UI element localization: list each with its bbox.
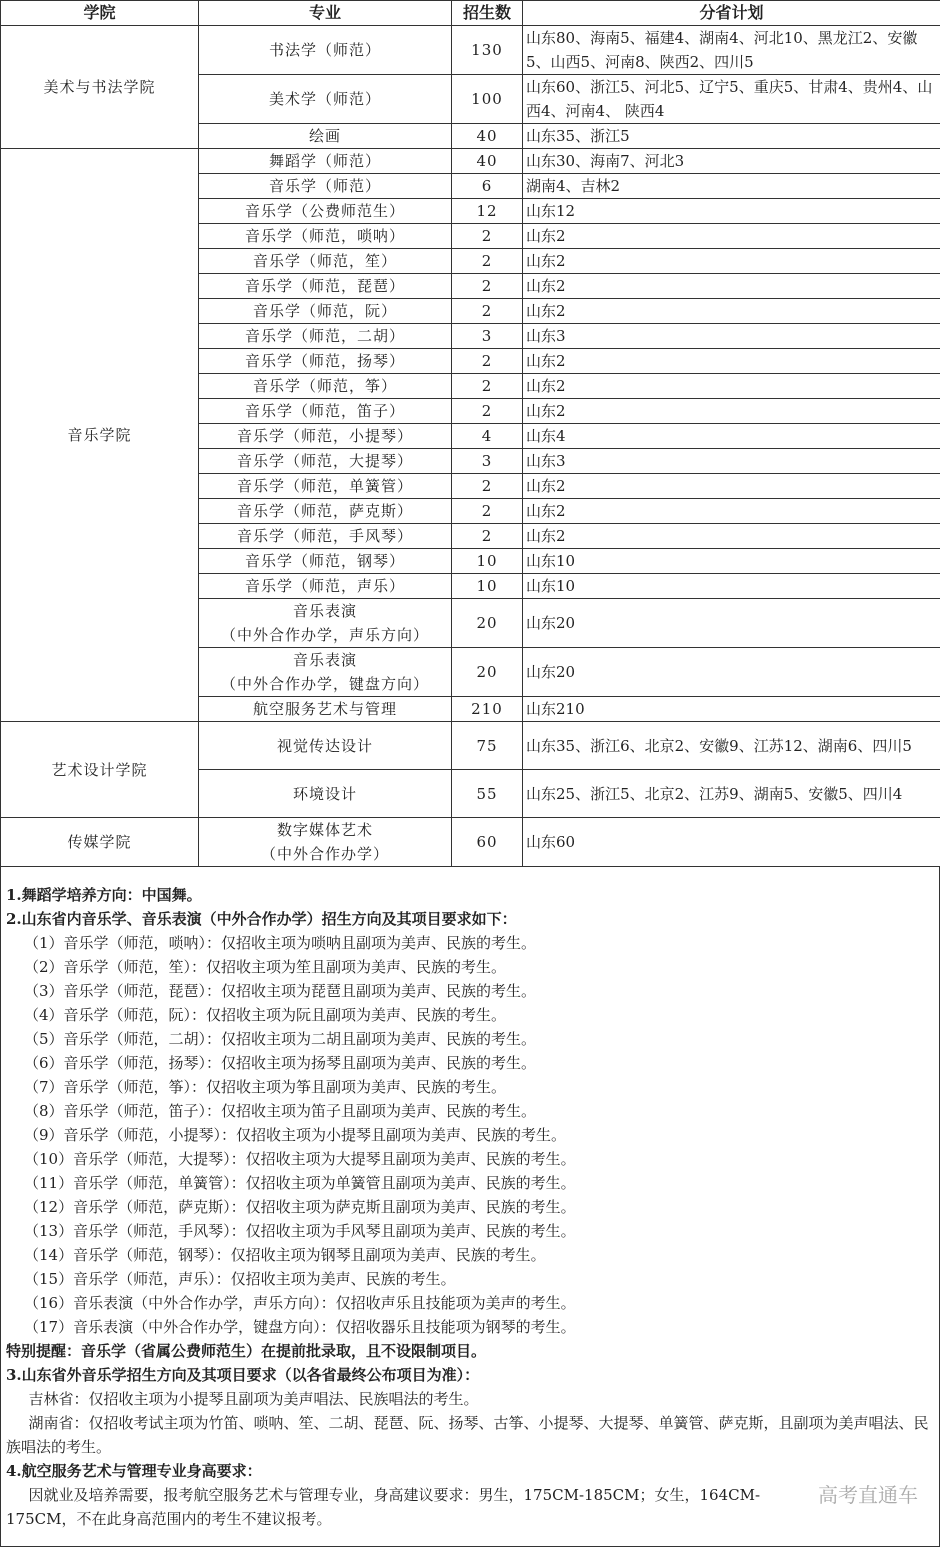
count-cell: 100	[452, 75, 523, 124]
table-row	[1, 722, 940, 770]
plan-cell: 山东10	[523, 549, 940, 574]
major-cell: 音乐学（师范，笙）	[199, 249, 452, 274]
count-cell: 10	[452, 574, 523, 599]
count-cell: 2	[452, 274, 523, 299]
major-cell: 音乐学（师范，萨克斯）	[199, 499, 452, 524]
plan-cell: 山东2	[523, 524, 940, 549]
plan-cell: 山东35、浙江5	[523, 124, 940, 149]
major-cell: 音乐学（师范，阮）	[199, 299, 452, 324]
table-row	[1, 26, 940, 75]
plan-cell: 山东2	[523, 224, 940, 249]
major-cell: 音乐学（师范，筝）	[199, 374, 452, 399]
major-cell: 绘画	[199, 124, 452, 149]
count-cell: 20	[452, 599, 523, 648]
college-cell: 美术与书法学院	[1, 26, 199, 149]
plan-cell: 山东4	[523, 424, 940, 449]
note-line: （10）音乐学（师范，大提琴）：仅招收主项为大提琴且副项为美声、民族的考生。	[6, 1147, 936, 1171]
note-line: 吉林省：仅招收主项为小提琴且副项为美声唱法、民族唱法的考生。	[6, 1387, 936, 1411]
count-cell: 4	[452, 424, 523, 449]
count-cell: 2	[452, 524, 523, 549]
note-line: （12）音乐学（师范，萨克斯）：仅招收主项为萨克斯且副项为美声、民族的考生。	[6, 1195, 936, 1219]
note-line: 4.航空服务艺术与管理专业身高要求：	[6, 1459, 936, 1483]
major-cell: 美术学（师范）	[199, 75, 452, 124]
note-line: （6）音乐学（师范，扬琴）：仅招收主项为扬琴且副项为美声、民族的考生。	[6, 1051, 936, 1075]
plan-cell: 山东3	[523, 324, 940, 349]
header-major: 专业	[199, 1, 452, 26]
table-header	[1, 1, 940, 26]
plan-cell: 山东12	[523, 199, 940, 224]
count-cell: 2	[452, 374, 523, 399]
plan-cell: 山东2	[523, 499, 940, 524]
major-cell: 音乐表演 （中外合作办学，键盘方向）	[199, 648, 452, 697]
major-cell: 音乐学（师范，琵琶）	[199, 274, 452, 299]
major-cell: 音乐学（师范，钢琴）	[199, 549, 452, 574]
count-cell: 20	[452, 648, 523, 697]
watermark: 高考直通车	[818, 1483, 918, 1507]
note-line: （14）音乐学（师范，钢琴）：仅招收主项为钢琴且副项为美声、民族的考生。	[6, 1243, 936, 1267]
count-cell: 210	[452, 697, 523, 722]
note-line: （5）音乐学（师范，二胡）：仅招收主项为二胡且副项为美声、民族的考生。	[6, 1027, 936, 1051]
college-cell: 音乐学院	[1, 149, 199, 722]
count-cell: 60	[452, 818, 523, 867]
major-cell: 视觉传达设计	[199, 722, 452, 770]
note-line: 3.山东省外音乐学招生方向及其项目要求（以各省最终公布项目为准）：	[6, 1363, 936, 1387]
note-line: （2）音乐学（师范，笙）：仅招收主项为笙且副项为美声、民族的考生。	[6, 955, 936, 979]
plan-cell: 山东10	[523, 574, 940, 599]
major-cell: 音乐学（师范，唢呐）	[199, 224, 452, 249]
count-cell: 3	[452, 449, 523, 474]
plan-cell: 山东2	[523, 249, 940, 274]
header-college: 学院	[1, 1, 199, 26]
count-cell: 2	[452, 474, 523, 499]
header-count: 招生数	[452, 1, 523, 26]
college-cell: 艺术设计学院	[1, 722, 199, 818]
note-line: （16）音乐表演（中外合作办学，声乐方向）：仅招收声乐且技能项为美声的考生。	[6, 1291, 936, 1315]
plan-cell: 山东210	[523, 697, 940, 722]
major-cell: 环境设计	[199, 770, 452, 818]
major-cell: 音乐学（师范，手风琴）	[199, 524, 452, 549]
count-cell: 6	[452, 174, 523, 199]
count-cell: 2	[452, 299, 523, 324]
major-cell: 音乐学（师范，大提琴）	[199, 449, 452, 474]
count-cell: 10	[452, 549, 523, 574]
note-line: （15）音乐学（师范，声乐）：仅招收主项为美声、民族的考生。	[6, 1267, 936, 1291]
plan-cell: 山东2	[523, 349, 940, 374]
count-cell: 40	[452, 124, 523, 149]
note-line: （13）音乐学（师范，手风琴）：仅招收主项为手风琴且副项为美声、民族的考生。	[6, 1219, 936, 1243]
plan-cell: 山东3	[523, 449, 940, 474]
plan-cell: 山东60、浙江5、河北5、辽宁5、重庆5、甘肃4、贵州4、山西4、河南4、 陕西4	[523, 75, 940, 124]
major-cell: 音乐学（师范，扬琴）	[199, 349, 452, 374]
count-cell: 2	[452, 399, 523, 424]
major-cell: 音乐学（师范，笛子）	[199, 399, 452, 424]
major-cell: 航空服务艺术与管理	[199, 697, 452, 722]
table-row	[1, 149, 940, 174]
plan-cell: 山东2	[523, 374, 940, 399]
major-cell: 音乐学（师范）	[199, 174, 452, 199]
note-line: （3）音乐学（师范，琵琶）：仅招收主项为琵琶且副项为美声、民族的考生。	[6, 979, 936, 1003]
plan-cell: 山东30、海南7、河北3	[523, 149, 940, 174]
major-cell: 书法学（师范）	[199, 26, 452, 75]
major-cell: 音乐学（师范，单簧管）	[199, 474, 452, 499]
count-cell: 2	[452, 224, 523, 249]
count-cell: 2	[452, 349, 523, 374]
note-line: 1.舞蹈学培养方向：中国舞。	[6, 883, 936, 907]
note-line: （8）音乐学（师范，笛子）：仅招收主项为笛子且副项为美声、民族的考生。	[6, 1099, 936, 1123]
count-cell: 3	[452, 324, 523, 349]
major-cell: 音乐学（公费师范生）	[199, 199, 452, 224]
note-line: （17）音乐表演（中外合作办学，键盘方向）：仅招收器乐且技能项为钢琴的考生。	[6, 1315, 936, 1339]
note-line: （11）音乐学（师范，单簧管）：仅招收主项为单簧管且副项为美声、民族的考生。	[6, 1171, 936, 1195]
count-cell: 2	[452, 249, 523, 274]
plan-cell: 山东20	[523, 648, 940, 697]
major-cell: 音乐学（师范，声乐）	[199, 574, 452, 599]
note-line: 2.山东省内音乐学、音乐表演（中外合作办学）招生方向及其项目要求如下：	[6, 907, 936, 931]
major-cell: 音乐表演 （中外合作办学，声乐方向）	[199, 599, 452, 648]
note-line: （1）音乐学（师范，唢呐）：仅招收主项为唢呐且副项为美声、民族的考生。	[6, 931, 936, 955]
header-plan: 分省计划	[523, 1, 940, 26]
notes-section	[0, 867, 940, 1547]
plan-cell: 山东35、浙江6、北京2、安徽9、江苏12、湖南6、四川5	[523, 722, 940, 770]
count-cell: 75	[452, 722, 523, 770]
count-cell: 40	[452, 149, 523, 174]
note-line: （9）音乐学（师范，小提琴）：仅招收主项为小提琴且副项为美声、民族的考生。	[6, 1123, 936, 1147]
plan-cell: 山东25、浙江5、北京2、江苏9、湖南5、安徽5、四川4	[523, 770, 940, 818]
count-cell: 2	[452, 499, 523, 524]
plan-cell: 山东2	[523, 399, 940, 424]
note-line: 因就业及培养需要，报考航空服务艺术与管理专业，身高建议要求：男生，175CM-185CM；女生，164CM-175CM，不在此身高范围内的考生不建议报考。	[6, 1483, 936, 1531]
plan-cell: 山东2	[523, 474, 940, 499]
plan-cell: 山东2	[523, 274, 940, 299]
college-cell: 传媒学院	[1, 818, 199, 867]
note-line: 湖南省：仅招收考试主项为竹笛、唢呐、笙、二胡、琵琶、阮、扬琴、古筝、小提琴、大提琴、单簧管、萨克斯，且副项为美声唱法、民族唱法的考生。	[6, 1411, 936, 1459]
table-row	[1, 818, 940, 867]
plan-cell: 山东2	[523, 299, 940, 324]
plan-cell: 山东80、海南5、福建4、湖南4、河北10、黑龙江2、安徽5、山西5、河南8、陕西2、四川5	[523, 26, 940, 75]
count-cell: 130	[452, 26, 523, 75]
major-cell: 数字媒体艺术 （中外合作办学）	[199, 818, 452, 867]
major-cell: 舞蹈学（师范）	[199, 149, 452, 174]
major-cell: 音乐学（师范，二胡）	[199, 324, 452, 349]
plan-cell: 山东60	[523, 818, 940, 867]
count-cell: 12	[452, 199, 523, 224]
note-line: （4）音乐学（师范，阮）：仅招收主项为阮且副项为美声、民族的考生。	[6, 1003, 936, 1027]
plan-cell: 山东20	[523, 599, 940, 648]
note-line: （7）音乐学（师范，筝）：仅招收主项为筝且副项为美声、民族的考生。	[6, 1075, 936, 1099]
major-cell: 音乐学（师范，小提琴）	[199, 424, 452, 449]
plan-cell: 湖南4、吉林2	[523, 174, 940, 199]
count-cell: 55	[452, 770, 523, 818]
note-line: 特别提醒：音乐学（省属公费师范生）在提前批录取，且不设限制项目。	[6, 1339, 936, 1363]
